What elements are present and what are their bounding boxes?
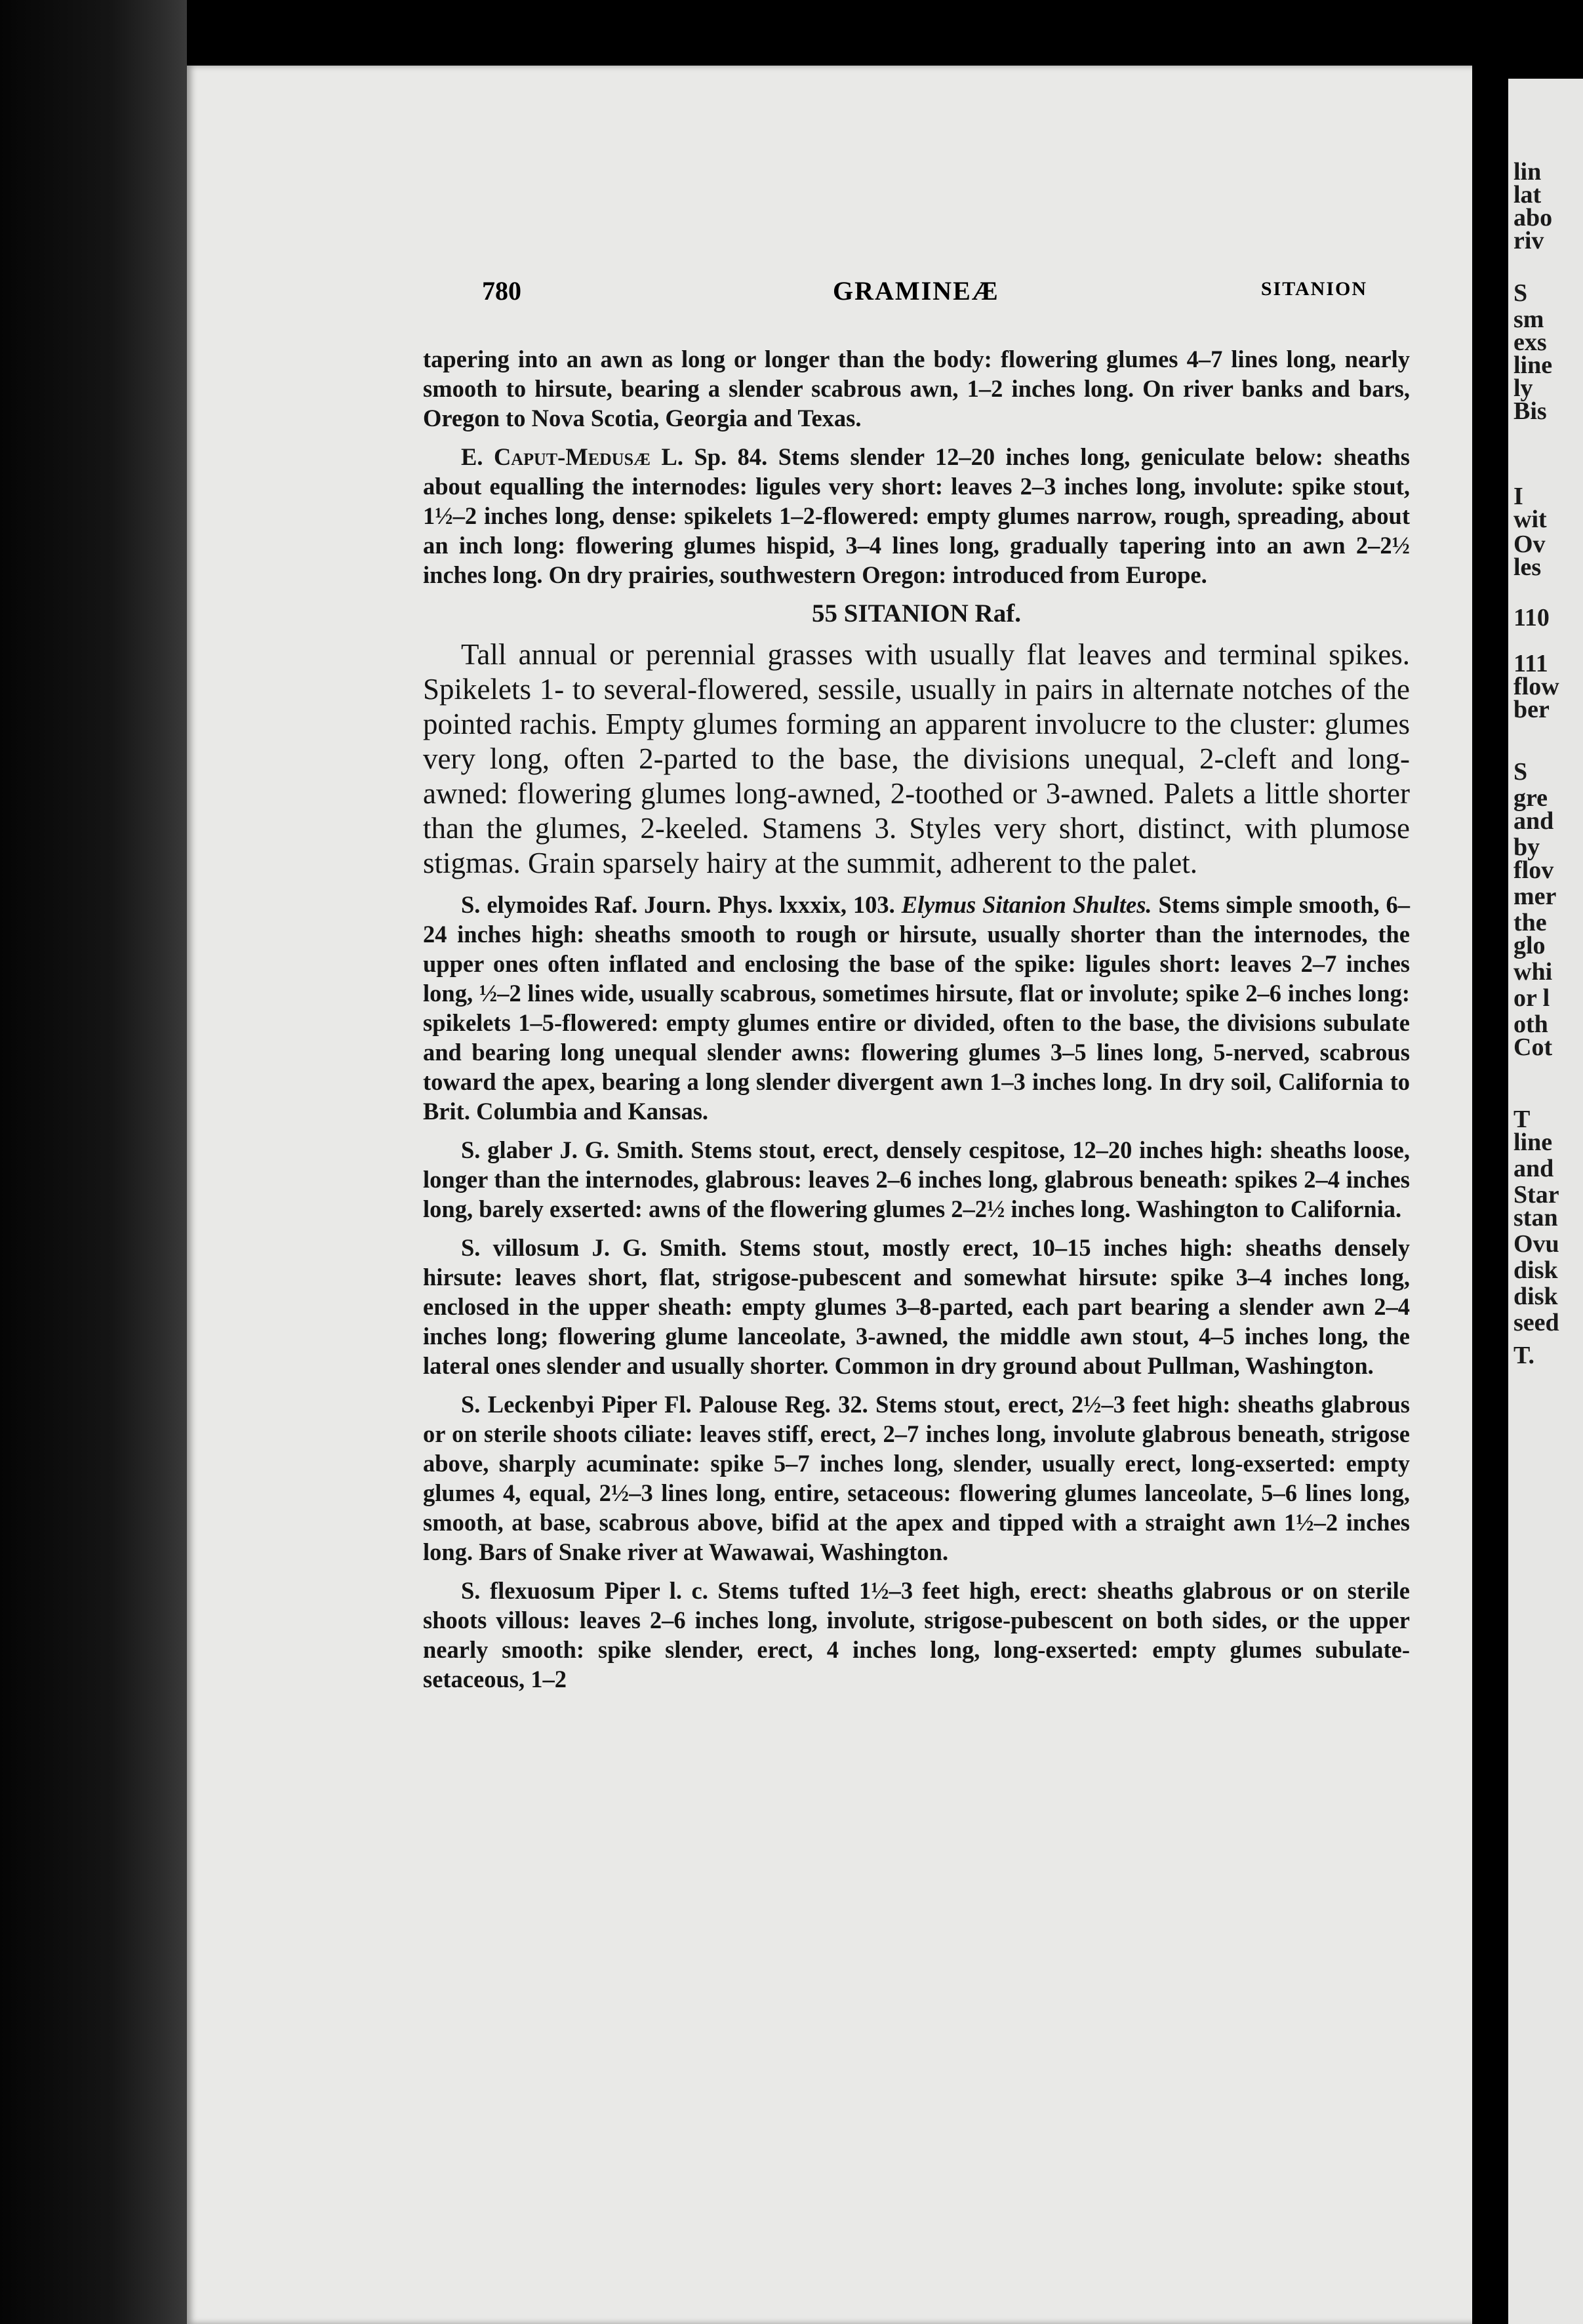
adjacent-page-text: line (1513, 1129, 1553, 1156)
species-text: Stems simple smooth, 6–24 inches high: sheaths smooth to rough or hirsute, usually shorter than the internodes, the upper ones often inflated and enclosing the base of the spike: ligules short: leaves 2–7 inches long, ½–2 lines wide, usually scabrous, sometimes hirsute, flat or involute; spike 2–6 inches long: spikelets 1–5-flowered: empty glumes entire or divided, often to the base, the divisions subulate and bearing long unequal slender awns: flowering glumes 3–5 lines long, 5-nerved, scabrous toward the apex, bearing a long slender divergent awn 1–3 inches long. In dry soil, California to Brit. Columbia and Kansas. (423, 891, 1410, 1125)
genus-tag: SITANION (1260, 278, 1367, 300)
species-name: glaber (487, 1136, 553, 1163)
genus-description: Tall annual or perennial grasses with usually flat leaves and terminal spikes. Spikelets 1- to several-flowered, sessile, usually in pairs in alternate notches of the pointed rachis. Empty glumes forming an apparent involucre to the cluster: glumes very long, often 2-parted to the base, the divisions unequal, 2-cleft and long-awned: flowering glumes long-awned, 2-toothed or 3-awned. Palets a little shorter than the glumes, 2-keeled. Stamens 3. Styles very short, distinct, with plumose stigmas. Grain sparsely hairy at the summit, adherent to the palet. (423, 638, 1410, 879)
adjacent-page-text: Ovu (1513, 1230, 1559, 1258)
adjacent-page-text: line (1513, 351, 1553, 379)
species-name: Caput-Medusæ (493, 443, 651, 470)
page-gutter (1472, 0, 1508, 2324)
running-title: GRAMINEÆ (833, 276, 999, 306)
page-body (423, 344, 1410, 1694)
species-authority: Piper l. c. (595, 1577, 708, 1604)
adjacent-page-text: 110 (1513, 604, 1550, 631)
adjacent-page-text: exs (1513, 329, 1547, 356)
species-entry-leckenbyi (423, 1390, 1410, 1567)
adjacent-page-text: lin (1513, 158, 1542, 186)
adjacent-page-text: abo (1513, 204, 1553, 231)
adjacent-page-fragment (1508, 79, 1583, 2324)
adjacent-page-text: mer (1513, 883, 1557, 910)
species-label: S. (461, 1136, 481, 1163)
species-entry-glaber (423, 1135, 1410, 1224)
adjacent-page-text: gre (1513, 784, 1548, 812)
genus-heading: 55 SITANION Raf. (812, 599, 1021, 628)
adjacent-page-text: wit (1513, 506, 1547, 533)
species-authority: J. G. Smith. (579, 1234, 727, 1261)
species-label: S. (461, 1234, 481, 1261)
adjacent-page-text: by (1513, 833, 1540, 861)
adjacent-page-text: Ov (1513, 531, 1546, 558)
species-entry-flexuosum (423, 1576, 1410, 1694)
species-authority: Piper Fl. Palouse Reg. 32. (594, 1391, 868, 1418)
species-name: villosum (492, 1234, 580, 1261)
page-header (482, 275, 1367, 315)
species-entry-villosum (423, 1233, 1410, 1380)
continuation-paragraph: tapering into an awn as long or longer than the body: flowering glumes 4–7 lines long, nearly smooth to hirsute, bearing a slender scabrous awn, 1–2 inches long. On river banks and bars, Oregon to Nova Scotia, Georgia and Texas. (423, 346, 1410, 431)
species-label: S. (461, 891, 481, 918)
adjacent-page-text: sm (1513, 306, 1544, 333)
species-list (423, 890, 1410, 1694)
adjacent-page-text: flov (1513, 856, 1554, 884)
adjacent-page-text: the (1513, 909, 1547, 936)
species-authority: J. G. Smith. (552, 1136, 684, 1163)
adjacent-page-text: T (1513, 1106, 1531, 1133)
species-text: L. Sp. 84. Stems slender 12–20 inches long, geniculate below: sheaths about equalling the internodes: ligules very short: leaves 2–3 inches long, involute: spike stout, 1½–2 inches long, dense: spikelets 1–2-flowered: empty glumes narrow, rough, spreading, about an inch long: flowering glumes hispid, 3–4 lines long, gradually tapering into an awn 2–2½ inches long. On dry prairies, southwestern Oregon: introduced from Europe. (423, 443, 1410, 588)
adjacent-page-text: Star (1513, 1181, 1559, 1209)
species-entry-caput-medusae (423, 442, 1410, 590)
adjacent-page-text: and (1513, 807, 1554, 835)
species-text: Stems stout, mostly erect, 10–15 inches high: sheaths densely hirsute: leaves short, flat, strigose-pubescent and somewhat hirsute: spike 3–4 inches long, enclosed in the upper sheath: empty glumes 3–8-parted, each part bearing a slender awn 2–4 inches long; flowering glume lanceolate, 3-awned, the middle awn stout, 4–5 inches long, the lateral ones slender and usually shorter. Common in dry ground about Pullman, Washington. (423, 1234, 1411, 1379)
adjacent-page-text: I (1513, 483, 1523, 510)
adjacent-page-text: S (1513, 279, 1528, 307)
species-label: E. (461, 443, 483, 470)
adjacent-page-text: riv (1513, 227, 1544, 254)
adjacent-page-text: glo (1513, 932, 1546, 959)
species-synonym: Elymus Sitanion Shultes. (901, 891, 1152, 918)
adjacent-page-text: lat (1513, 181, 1542, 209)
adjacent-page-text: ly (1513, 374, 1533, 402)
species-label: S. (461, 1577, 481, 1604)
adjacent-page-text: flow (1513, 673, 1559, 700)
page-number: 780 (482, 276, 521, 306)
species-name: elymoides (487, 891, 588, 918)
adjacent-page-text: S (1513, 758, 1528, 786)
book-spine-shadow (0, 0, 187, 2324)
species-authority: Raf. Journ. Phys. lxxxix, 103. (588, 891, 902, 918)
species-entry-elymoides (423, 890, 1410, 1126)
adjacent-page-text: and (1513, 1155, 1554, 1182)
adjacent-page-text: or l (1513, 984, 1550, 1012)
adjacent-page-text: 111 (1513, 650, 1548, 677)
adjacent-page-text: disk (1513, 1256, 1558, 1284)
adjacent-page-text: Bis (1513, 397, 1547, 425)
species-text: Stems stout, erect, densely cespitose, 12–20 inches high: sheaths loose, longer than the internodes, glabrous: leaves 2–6 inches long, glabrous beneath: spikes 2–4 inches long, barely exserted: awns of the flowering glumes 2–2½ inches long. Washington to California. (423, 1136, 1410, 1222)
adjacent-page-text: Cot (1513, 1033, 1553, 1061)
species-text: Stems tufted 1½–3 feet high, erect: sheaths glabrous or on sterile shoots villous: leaves 2–6 inches long, involute, strigose-pubescent on both sides, or the upper nearly smooth: spike slender, erect, 4 inches long, long-exserted: empty glumes subulate-setaceous, 1–2 (423, 1577, 1410, 1693)
adjacent-page-text: stan (1513, 1204, 1558, 1232)
adjacent-page-text: disk (1513, 1283, 1558, 1310)
adjacent-page-text: les (1513, 553, 1542, 581)
species-name: flexuosum (489, 1577, 595, 1604)
species-text: Stems stout, erect, 2½–3 feet high: sheaths glabrous or on sterile shoots ciliate: leaves stiff, erect, 2–7 inches long, involute glabrous beneath, strigose above, sharply acuminate: spike 5–7 inches long, slender, usually erect, long-exserted: empty glumes 4, equal, 2½–3 lines long, entire, setaceous: flowering glumes lanceolate, 5–6 lines long, smooth, at base, scabrous above, bifid at the apex and tipped with a straight awn 1½–2 inches long. Bars of Snake river at Wawawai, Washington. (423, 1391, 1410, 1565)
adjacent-page-text: oth (1513, 1011, 1548, 1038)
species-label: S. (461, 1391, 481, 1418)
adjacent-page-text: T. (1513, 1342, 1535, 1369)
species-name: Leckenbyi (487, 1391, 594, 1418)
adjacent-page-text: ber (1513, 696, 1550, 723)
adjacent-page-text: whi (1513, 958, 1553, 986)
adjacent-page-text: seed (1513, 1309, 1559, 1336)
